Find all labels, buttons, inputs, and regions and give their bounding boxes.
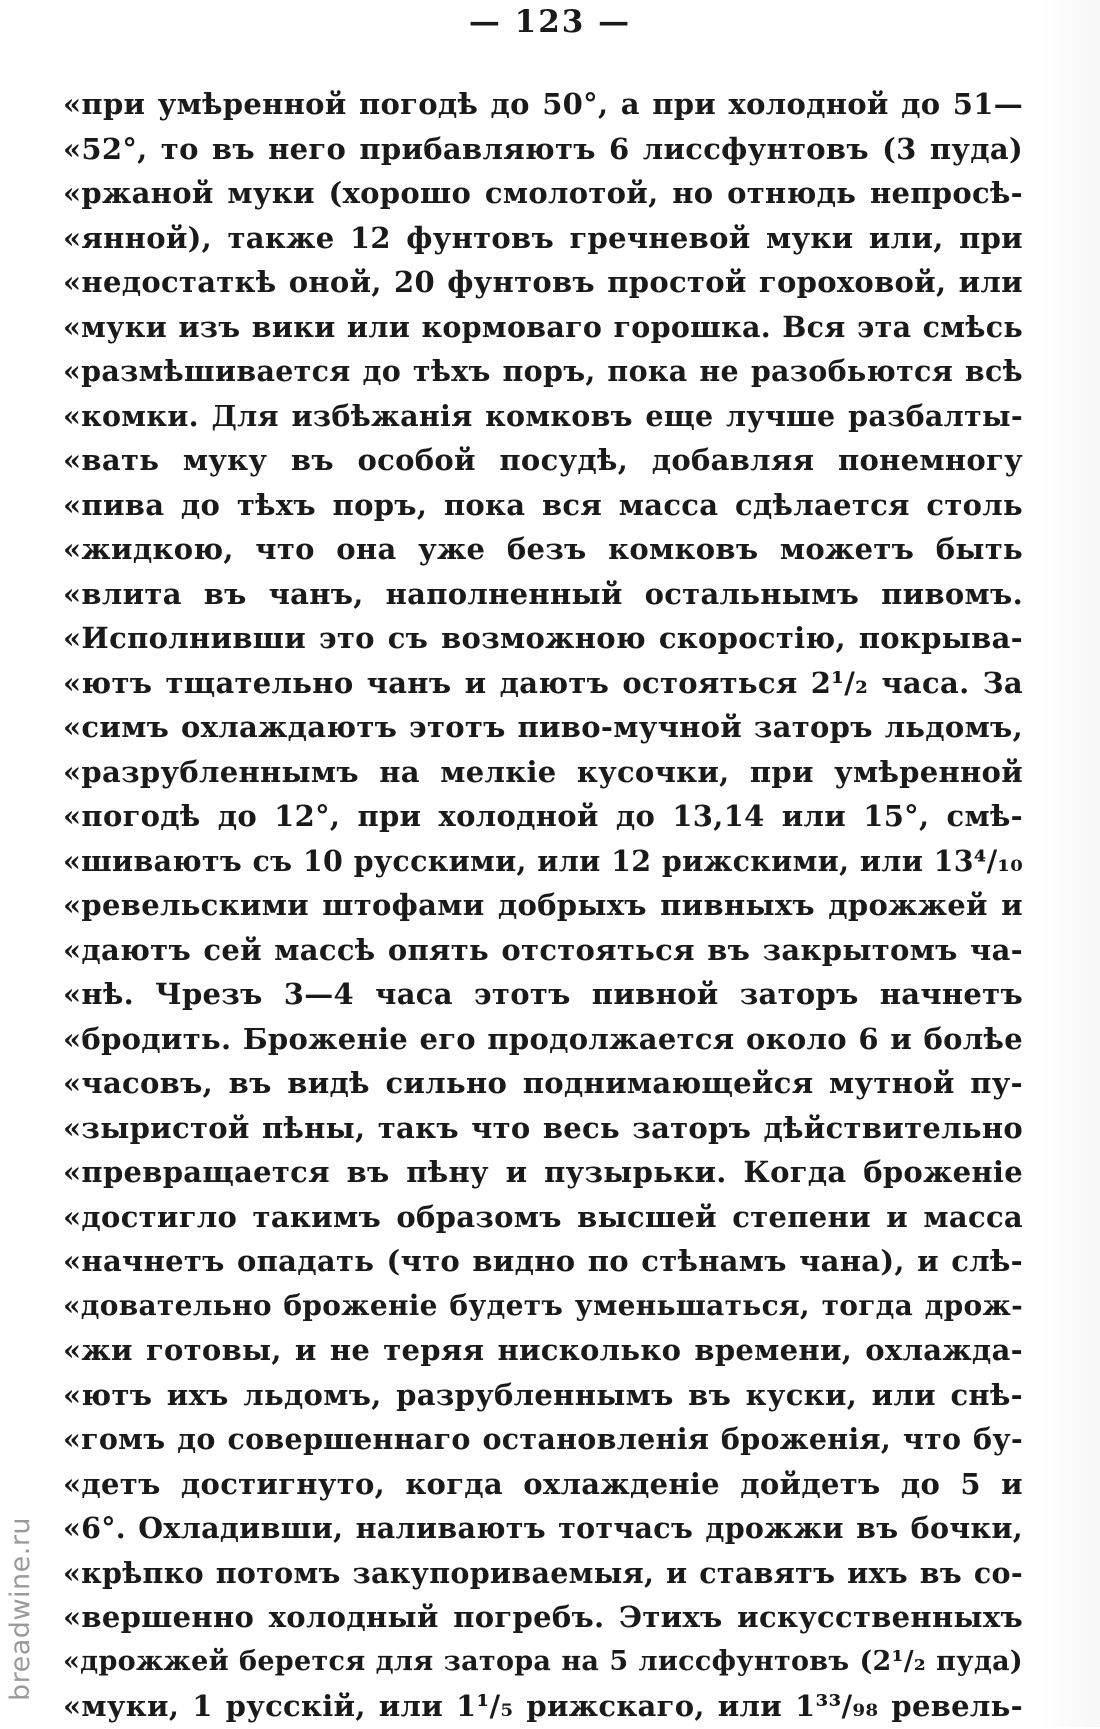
text-line: «начнетъ опадать (что видно по стѣнамъ чана), и слѣ- [63, 1244, 1023, 1278]
page-edge-shadow [1040, 0, 1100, 1727]
text-line: «достигло такимъ образомъ высшей степени и масса [63, 1199, 1023, 1234]
text-line: «бродить. Броженіе его продолжается около 6 и болѣе [63, 1021, 1023, 1056]
text-line: «янной), также 12 фунтовъ гречневой муки или, при [63, 220, 1023, 255]
text-line: «даютъ сей массѣ опять отстояться въ закрытомъ ча- [63, 932, 1023, 967]
text-line: «симъ охлаждаютъ этотъ пиво-мучной заторъ льдомъ, [63, 710, 1023, 744]
text-line: «муки, 1 русскій, или 1¹/₅ рижскаго, или 1³³/₉₈ ревель- [63, 1689, 1023, 1723]
text-line: «размѣшивается до тѣхъ поръ, пока не разобьются всѣ [63, 354, 1023, 388]
text-line: «нѣ. Чрезъ 3—4 часа этотъ пивной заторъ начнетъ [63, 977, 1023, 1011]
text-line: «недостаткѣ оной, 20 фунтовъ простой гороховой, или [63, 265, 1023, 299]
text-line: «крѣпко потомъ закупориваемыя, и ставятъ ихъ въ со- [63, 1555, 1023, 1590]
text-line: «жи готовы, и не теряя нисколько времени, охлажда- [63, 1333, 1023, 1367]
text-line: «ржаной муки (хорошо смолотой, но отнюдь непросѣ- [63, 176, 1023, 210]
text-line: «ютъ тщательно чанъ и даютъ остояться 2¹/₂ часа. За [63, 665, 1023, 700]
text-line: «дрожжей берется для затора на 5 лиссфунтовъ (2¹/₂ пуда) [63, 1645, 1023, 1677]
text-line: «при умѣренной погодѣ до 50°, а при холодной до 51— [63, 87, 1023, 121]
text-line: «часовъ, въ видѣ сильно поднимающейся мутной пу- [63, 1066, 1023, 1100]
text-line: «ревельскими штофами добрыхъ пивныхъ дрожжей и [63, 888, 1023, 922]
text-line: «детъ достигнуто, когда охлажденіе дойдетъ до 5 и [63, 1466, 1023, 1501]
text-line: «52°, то въ него прибавляютъ 6 лиссфунтовъ (3 пуда) [63, 131, 1023, 166]
text-line: «Исполнивши это съ возможною скоростію, покрыва- [63, 621, 1023, 655]
text-line: «пива до тѣхъ поръ, пока вся масса сдѣлается столь [63, 487, 1023, 522]
text-line: «6°. Охладивши, наливаютъ тотчасъ дрожжи въ бочки, [63, 1511, 1023, 1545]
watermark [5, 1361, 38, 1701]
page-number-header: — 123 — [468, 4, 632, 40]
text-line: «разрубленнымъ на мелкіе кусочки, при умѣренной [63, 754, 1023, 789]
text-line: «вершенно холодный погребъ. Этихъ искусственныхъ [63, 1600, 1023, 1634]
text-line: «комки. Для избѣжанія комковъ еще лучше разбалты- [63, 398, 1023, 433]
text-line: «превращается въ пѣну и пузырьки. Когда броженіе [63, 1155, 1023, 1189]
text-line: «муки изъ вики или кормоваго горошка. Вся эта смѣсь [63, 309, 1023, 344]
text-line: «довательно броженіе будетъ уменьшаться, тогда дрож- [63, 1288, 1023, 1322]
text-line: «вать муку въ особой посудѣ, добавляя понемногу [63, 443, 1023, 477]
text-line: «жидкою, что она уже безъ комковъ можетъ быть [63, 532, 1023, 566]
body-text [63, 82, 1023, 1729]
text-line: «гомъ до совершеннаго остановленія броженія, что бу- [63, 1422, 1023, 1456]
text-line: «зыристой пѣны, такъ что весь заторъ дѣйствительно [63, 1110, 1023, 1145]
watermark-text: breadwine.ru [5, 1516, 36, 1701]
text-line: «шиваютъ съ 10 русскими, или 12 рижскими, или 13⁴/₁₀ [63, 843, 1023, 878]
text-line: «ютъ ихъ льдомъ, разрубленнымъ въ куски, или снѣ- [63, 1377, 1023, 1412]
text-line: «погодѣ до 12°, при холодной до 13,14 или 15°, смѣ- [63, 799, 1023, 833]
text-line: «влита въ чанъ, наполненный остальнымъ пивомъ. [63, 576, 1023, 611]
